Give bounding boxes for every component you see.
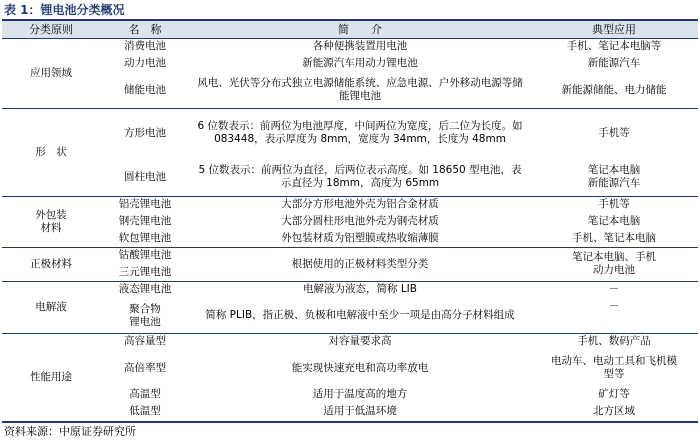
- battery-intro: 对容量要求高: [328, 335, 392, 347]
- battery-intro: 6 位数表示：前两位为电池厚度，中间两位为宽度，后二位为长度。如 083448，表示厚度为 8mm，宽度为 34mm，长度为 48mm: [197, 120, 523, 145]
- header-application: 典型应用: [592, 23, 636, 36]
- battery-intro: 大部分圆柱形电池外壳为钢壳材质: [281, 215, 439, 227]
- battery-application: 手机、数码产品: [577, 335, 651, 347]
- battery-intro: 根据使用的正极材料类型分类: [291, 257, 429, 270]
- battery-application: 笔记本电脑 新能源汽车: [587, 164, 641, 189]
- battery-intro: 能实现快速充电和高功率放电: [291, 361, 429, 374]
- battery-intro: 简称 PLIB，指正极、负极和电解液中至少一项是由高分子材料组成: [205, 309, 515, 321]
- battery-application: －: [608, 283, 620, 295]
- battery-application: 手机、笔记本电脑: [572, 232, 656, 244]
- group-principle: 应用领域: [30, 66, 72, 79]
- battery-name: 聚合物 锂电池: [129, 302, 161, 328]
- battery-name: 三元锂电池: [118, 266, 172, 278]
- battery-name: 高温型: [129, 388, 161, 400]
- battery-application: 新能源储能、电力储能: [561, 83, 667, 96]
- battery-name: 高容量型: [124, 335, 166, 347]
- battery-name: 软包锂电池: [118, 232, 172, 244]
- group-principle: 性能用途: [30, 370, 72, 383]
- battery-intro: 新能源汽车用动力锂电池: [302, 57, 418, 69]
- group-principle: 形 状: [35, 145, 67, 158]
- battery-application: －: [608, 300, 620, 312]
- battery-application: 手机等: [598, 126, 630, 139]
- battery-name: 液态锂电池: [118, 283, 172, 295]
- battery-application: 北方区域: [593, 405, 635, 417]
- battery-intro: 风电、光伏等分布式独立电源储能系统、应急电源、户外移动电源等储能锂电池: [197, 77, 523, 102]
- group-principle: 外包装 材料: [35, 208, 67, 234]
- battery-name: 动力电池: [124, 57, 166, 69]
- battery-name: 低温型: [129, 405, 161, 417]
- header-intro: 简 介: [338, 23, 382, 36]
- battery-intro: 适用于温度高的地方: [312, 388, 408, 400]
- battery-intro: 各种便携装置用电池: [312, 40, 408, 52]
- battery-name: 储能电池: [124, 83, 166, 96]
- battery-application: 电动车、电动工具和飞机模型等: [551, 355, 677, 380]
- battery-intro: 大部分方形电池外壳为铝合金材质: [281, 198, 439, 210]
- header-principle: 分类原则: [29, 23, 73, 36]
- battery-application: 矿灯等: [598, 388, 630, 400]
- group-principle: 电解液: [35, 300, 67, 313]
- battery-name: 消费电池: [124, 40, 166, 52]
- battery-name: 方形电池: [124, 126, 166, 139]
- battery-application: 新能源汽车: [587, 57, 641, 69]
- source-note: 资料来源：中原证券研究所: [4, 425, 136, 438]
- battery-application: 手机等: [598, 198, 630, 210]
- table-bottom-rule: [2, 421, 698, 423]
- table-caption: 表 1：锂电池分类概况: [4, 3, 125, 17]
- battery-name: 高倍率型: [124, 361, 166, 374]
- battery-intro: 电解液为液态，简称 LIB: [303, 283, 417, 295]
- battery-application: 笔记本电脑: [587, 215, 641, 227]
- battery-intro: 5 位数表示：前两位为直径，后两位表示高度。如 18650 型电池，表示直径为 18mm，高度为 65mm: [198, 164, 522, 189]
- battery-intro: 适用于低温环境: [323, 405, 397, 417]
- battery-application: 手机、笔记本电脑等: [566, 40, 662, 52]
- battery-name: 钢壳锂电池: [118, 215, 172, 227]
- battery-name: 铝壳锂电池: [118, 198, 172, 210]
- battery-intro: 外包装材质为铝塑膜或热收缩薄膜: [281, 232, 439, 244]
- battery-name: 钴酸锂电池: [118, 249, 172, 261]
- battery-name: 圆柱电池: [124, 170, 166, 183]
- header-name: 名 称: [128, 23, 162, 36]
- group-principle: 正极材料: [30, 257, 72, 270]
- battery-application: 笔记本电脑、手机 动力电池: [572, 251, 656, 276]
